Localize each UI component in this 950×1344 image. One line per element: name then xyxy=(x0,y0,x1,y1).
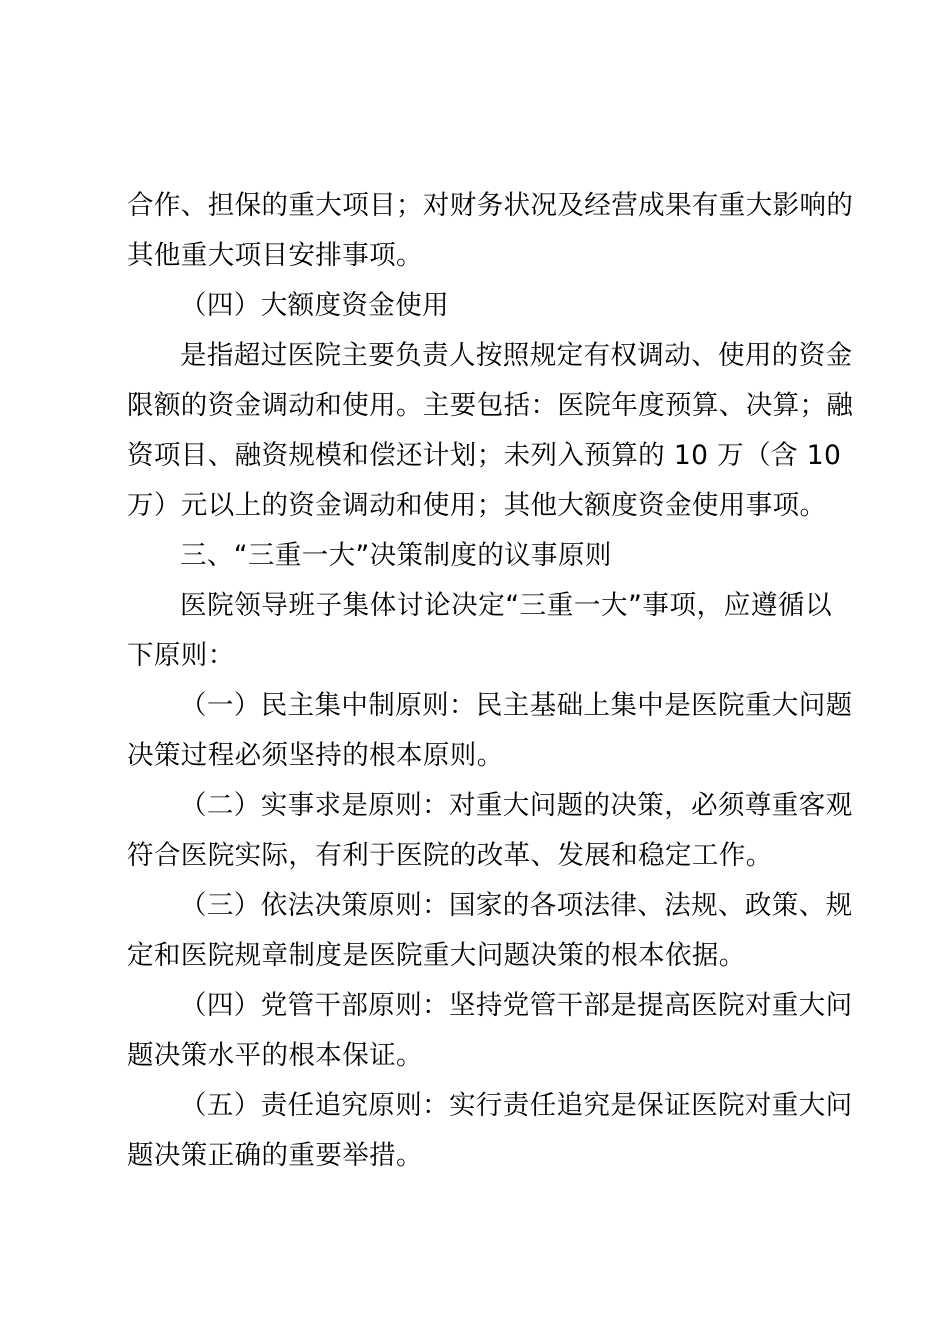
paragraph-line: 其他重大项目安排事项。 xyxy=(127,240,423,271)
paragraph-line: 是指超过医院主要负责人按照规定有权调动、使用的资金 xyxy=(180,340,853,371)
principle-item: （二）实事求是原则：对重大问题的决策，必须尊重客观 xyxy=(180,790,853,821)
principle-item: （一）民主集中制原则：民主基础上集中是医院重大问题 xyxy=(180,690,853,721)
paragraph-line: 合作、担保的重大项目；对财务状况及经营成果有重大影响的 xyxy=(127,190,854,221)
paragraph-line: 决策过程必须坚持的根本原则。 xyxy=(127,740,504,771)
paragraph-line: 定和医院规章制度是医院重大问题决策的根本依据。 xyxy=(127,940,746,971)
paragraph-line: 万）元以上的资金调动和使用；其他大额度资金使用事项。 xyxy=(127,490,827,521)
paragraph-line: 限额的资金调动和使用。主要包括：医院年度预算、决算；融 xyxy=(127,390,854,421)
paragraph-line: 资项目、融资规模和偿还计划；未列入预算的 10 万（含 10 xyxy=(127,440,842,471)
paragraph-line: 医院领导班子集体讨论决定“三重一大”事项，应遵循以 xyxy=(180,590,832,621)
principle-item: （三）依法决策原则：国家的各项法律、法规、政策、规 xyxy=(180,890,853,921)
paragraph-line: 题决策正确的重要举措。 xyxy=(127,1140,423,1171)
section-heading: （四）大额度资金使用 xyxy=(180,290,449,321)
section-heading: 三、“三重一大”决策制度的议事原则 xyxy=(180,540,612,571)
paragraph-line: 符合医院实际，有利于医院的改革、发展和稳定工作。 xyxy=(127,840,773,871)
principle-item: （四）党管干部原则：坚持党管干部是提高医院对重大问 xyxy=(180,990,853,1021)
paragraph-line: 题决策水平的根本保证。 xyxy=(127,1040,423,1071)
principle-item: （五）责任追究原则：实行责任追究是保证医院对重大问 xyxy=(180,1090,853,1121)
paragraph-line: 下原则： xyxy=(127,640,235,671)
